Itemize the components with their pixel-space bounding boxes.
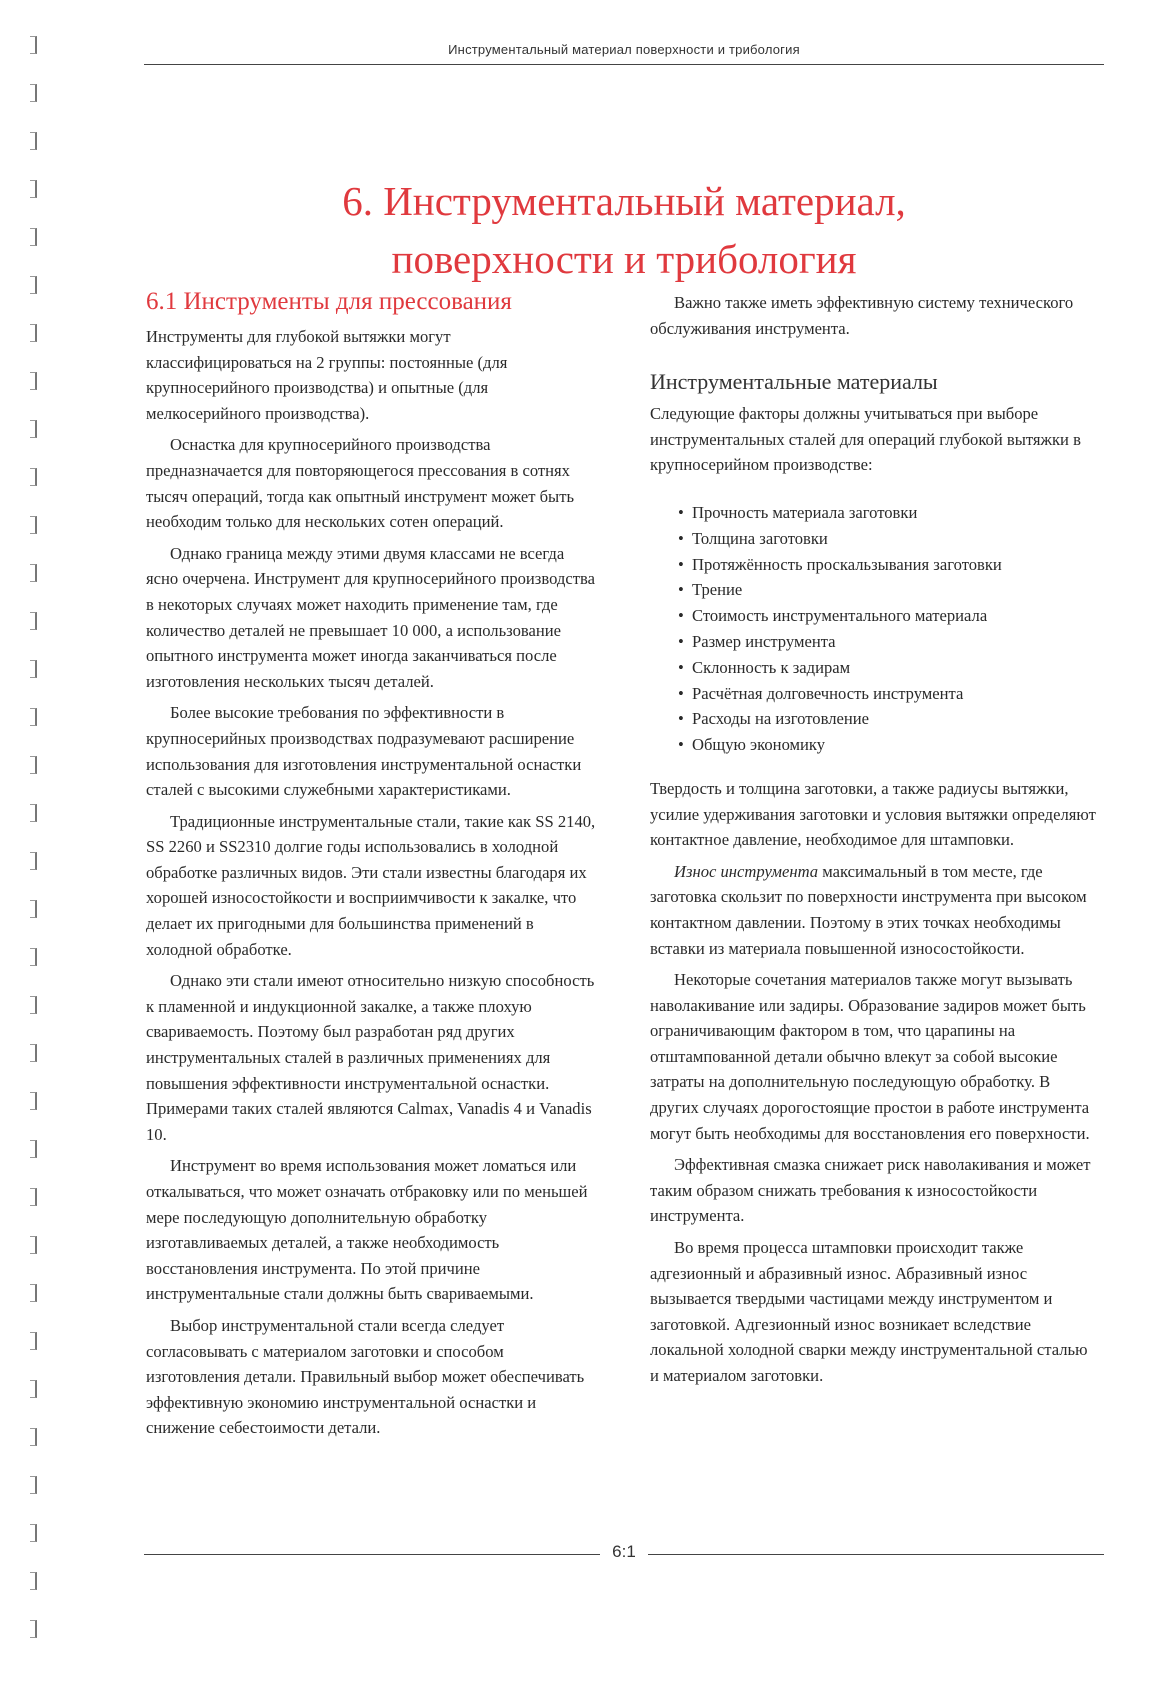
binding-mark: [30, 132, 37, 150]
paragraph: Важно также иметь эффективную систему технического обслуживания инструмента.: [650, 293, 1074, 338]
subsection-heading: Инструментальные материалы: [650, 369, 938, 395]
binding-mark: [30, 852, 37, 870]
header-rule: [144, 64, 1104, 65]
paragraph: Твердость и толщина заготовки, а также радиусы вытяжки, усилие удерживания заготовки и условия вытяжки определяют контактное давление, необходимое для штамповки.: [650, 778, 1096, 850]
binding-mark: [30, 1428, 37, 1446]
binding-mark: [30, 804, 37, 822]
binding-mark: [30, 1236, 37, 1254]
page-number: 6:1: [612, 1542, 636, 1561]
paragraph: Инструмент во время использования может ломаться или откалываться, что может означать отбраковку или по меньшей мере последующую дополнительную обработку изготавливаемых деталей, а также необходимость восстановления инструмента. По этой причине инструментальные стали должны быть свариваемыми.: [146, 1156, 588, 1304]
binding-mark: [30, 564, 37, 582]
paragraph: Во время процесса штамповки происходит также адгезионный и абразивный износ. Абразивный износ вызывается твердыми частицами между инструментом и заготовкой. Адгезионный износ возникает вследствие локальной холодной сварки между инструментальной сталью и материалом заготовки.: [650, 1238, 1088, 1385]
binding-mark: [30, 180, 37, 198]
list-item: • Стоимость инструментального материала: [678, 603, 1100, 629]
binding-mark: [30, 996, 37, 1014]
binding-mark: [30, 1572, 37, 1590]
list-item: • Расходы на изготовление: [678, 706, 1100, 732]
binding-mark: [30, 516, 37, 534]
paragraph: Более высокие требования по эффективности в крупносерийных производствах подразумевают расширение использования для изготовления инструментальной оснастки сталей с высокими служебными характеристиками.: [146, 703, 582, 800]
paragraph: Оснастка для крупносерийного производства предназначается для повторяющегося прессования в сотнях тысяч операций, тогда как опытный инструмент может быть необходим только для нескольких сотен операций.: [146, 435, 575, 532]
binding-mark: [30, 1140, 37, 1158]
right-column: [650, 290, 1100, 1395]
paragraph: Некоторые сочетания материалов также могут вызывать наволакивание или задиры. Образование задиров может быть ограничивающим фактором в том, что царапины на отштампованной детали обычно влекут за собой высокие затраты на дополнительную последующую обработку. В других случаях дорогостоящие простои в работе инструмента могут быть необходимы для восстановления его поверхности.: [650, 970, 1090, 1143]
running-header: Инструментальный материал поверхности и трибология: [448, 42, 800, 57]
binding-mark: [30, 948, 37, 966]
binding-mark: [30, 36, 37, 54]
binding-mark: [30, 468, 37, 486]
paragraph: Следующие факторы должны учитываться при выборе инструментальных сталей для операций глубокой вытяжки в крупносерийном производстве:: [650, 404, 1081, 475]
binding-mark: [30, 1092, 37, 1110]
paragraph: Однако эти стали имеют относительно низкую способность к пламенной и индукционной закалке, а также плохую свариваемость. Поэтому был разработан ряд других инструментальных сталей в различных применениях для повышения эффективности инструментальной оснастки. Примерами таких сталей являются Calmax, Vanadis 4 и Vanadis 10.: [146, 971, 595, 1144]
binding-marks: [30, 0, 44, 1684]
list-item: • Толщина заготовки: [678, 526, 1100, 552]
binding-mark: [30, 756, 37, 774]
binding-mark: [30, 228, 37, 246]
chapter-title-line-2: поверхности и трибология: [391, 236, 857, 282]
paragraph: Традиционные инструментальные стали, такие как SS 2140, SS 2260 и SS2310 долгие годы использовались в холодной обработке различных видов. Эти стали известны благодаря их хорошей износостойкости и восприимчивости к закалке, что делает их пригодными для большинства применений в холодной обработке.: [146, 811, 596, 959]
binding-mark: [30, 1188, 37, 1206]
list-item: • Склонность к задирам: [678, 655, 1100, 681]
binding-mark: [30, 612, 37, 630]
binding-mark: [30, 1380, 37, 1398]
wear-term: Износ инструмента: [674, 861, 819, 881]
binding-mark: [30, 1332, 37, 1350]
chapter-title: [144, 172, 1104, 288]
left-column: [146, 286, 596, 1447]
binding-mark: [30, 660, 37, 678]
section-heading: 6.1 Инструменты для прессования: [146, 288, 512, 315]
list-item: • Общую экономику: [678, 732, 1100, 758]
binding-mark: [30, 324, 37, 342]
list-item: • Трение: [678, 577, 1100, 603]
binding-mark: [30, 1044, 37, 1062]
paragraph: [650, 859, 1100, 961]
paragraph: Выбор инструментальной стали всегда следует согласовывать с материалом заготовки и способом изготовления детали. Правильный выбор может обеспечивать эффективную экономию инструментальной оснастки и снижение себестоимости детали.: [146, 1315, 585, 1438]
binding-mark: [30, 1284, 37, 1302]
binding-mark: [30, 1476, 37, 1494]
binding-mark: [30, 372, 37, 390]
list-item: • Размер инструмента: [678, 629, 1100, 655]
list-item: • Прочность материала заготовки: [678, 500, 1100, 526]
binding-mark: [30, 1620, 37, 1638]
binding-mark: [30, 420, 37, 438]
binding-mark: [30, 276, 37, 294]
paragraph: Инструменты для глубокой вытяжки могут классифицироваться на 2 группы: постоянные (для крупносерийного производства) и опытные (для мелкосерийного производства).: [146, 327, 508, 423]
paragraph: Эффективная смазка снижает риск наволакивания и может таким образом снижать требования к износостойкости инструмента.: [650, 1155, 1091, 1226]
footer-rule-right: [648, 1554, 1104, 1555]
binding-mark: [30, 708, 37, 726]
footer-rule-left: [144, 1554, 600, 1555]
factor-list: [650, 500, 1100, 758]
wear-text: максимальный в том месте, где заготовка скользит по поверхности инструмента при высоком контактном давлении. Поэтому в этих точках необходимы вставки из материала повышенной износостойкости.: [650, 861, 1087, 958]
binding-mark: [30, 84, 37, 102]
page-footer: [144, 1542, 1104, 1566]
chapter-title-line-1: 6. Инструментальный материал,: [342, 178, 906, 224]
list-item: • Расчётная долговечность инструмента: [678, 681, 1100, 707]
binding-mark: [30, 1524, 37, 1542]
list-item: • Протяжённость проскальзывания заготовки: [678, 552, 1100, 578]
binding-mark: [30, 900, 37, 918]
paragraph: Однако граница между этими двумя классами не всегда ясно очерчена. Инструмент для крупносерийного производства в некоторых случаях может находить применение там, где количество деталей не превышает 10 000, а использование опытного инструмента может иногда заканчиваться после изготовления нескольких тысяч деталей.: [146, 543, 595, 691]
